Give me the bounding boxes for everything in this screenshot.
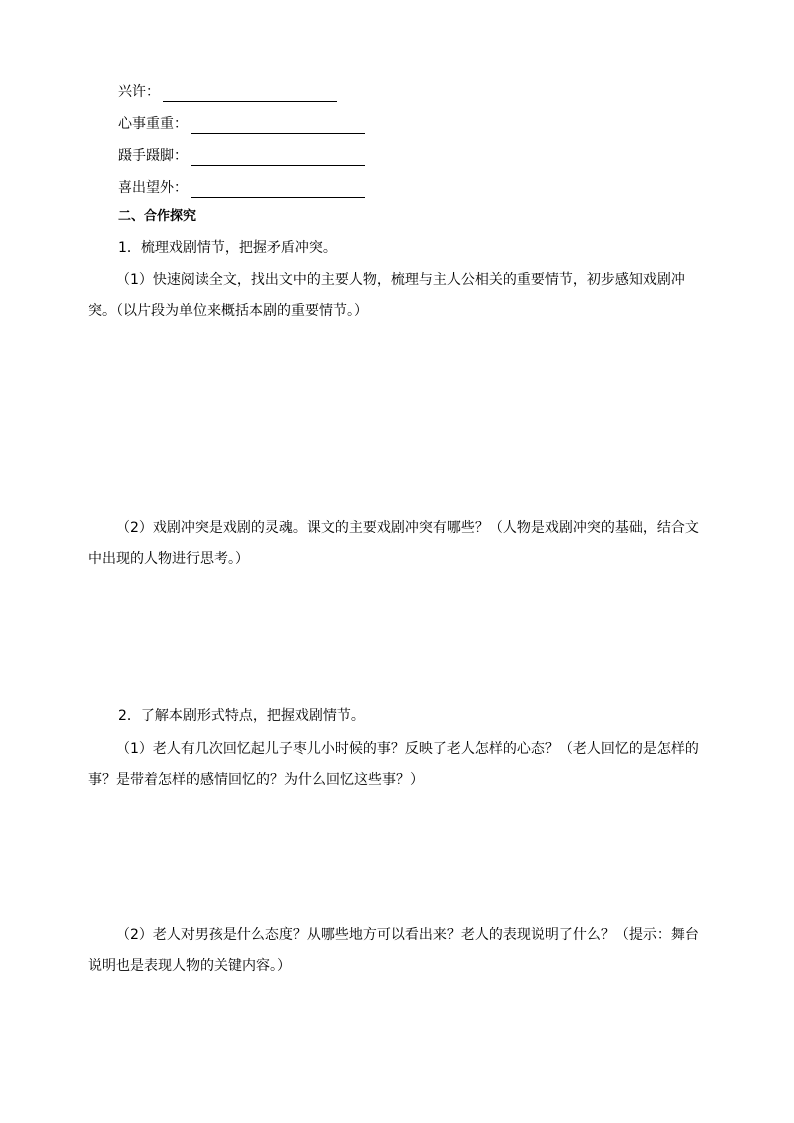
answer-blank[interactable]: [191, 181, 365, 198]
vocab-term: 兴许：: [118, 84, 160, 100]
answer-blank[interactable]: [163, 85, 337, 102]
vocab-row: [118, 82, 337, 102]
vocab-row: [118, 178, 365, 198]
answer-blank[interactable]: [191, 149, 365, 166]
question-2-part-2: （2）老人对男孩是什么态度？从哪些地方可以看出来？老人的表现说明了什么？（提示：舞台说明也是表现人物的关键内容。）: [88, 927, 699, 974]
question-1-part-2: （2）戏剧冲突是戏剧的灵魂。课文的主要戏剧冲突有哪些？（人物是戏剧冲突的基础，结合文中出现的人物进行思考。）: [88, 520, 699, 567]
question-2-title: 2．了解本剧形式特点，把握戏剧情节。: [118, 708, 365, 724]
vocab-row: [118, 146, 365, 166]
question-1-title: 1．梳理戏剧情节，把握矛盾冲突。: [118, 240, 337, 256]
answer-blank[interactable]: [191, 117, 365, 134]
question-2-part-1: （1）老人有几次回忆起儿子枣儿小时候的事？反映了老人怎样的心态？（老人回忆的是怎样的事？是带着怎样的感情回忆的？为什么回忆这些事？）: [88, 741, 699, 788]
vocab-term: 心事重重：: [118, 116, 188, 132]
vocab-row: [118, 114, 365, 134]
section-title: 二、合作探究: [118, 209, 197, 224]
vocab-term: 蹑手蹑脚：: [118, 148, 188, 164]
question-1-part-1: （1）快速阅读全文，找出文中的主要人物，梳理与主人公相关的重要情节，初步感知戏剧冲突。（以片段为单位来概括本剧的重要情节。）: [88, 272, 685, 319]
vocab-term: 喜出望外：: [118, 180, 188, 196]
